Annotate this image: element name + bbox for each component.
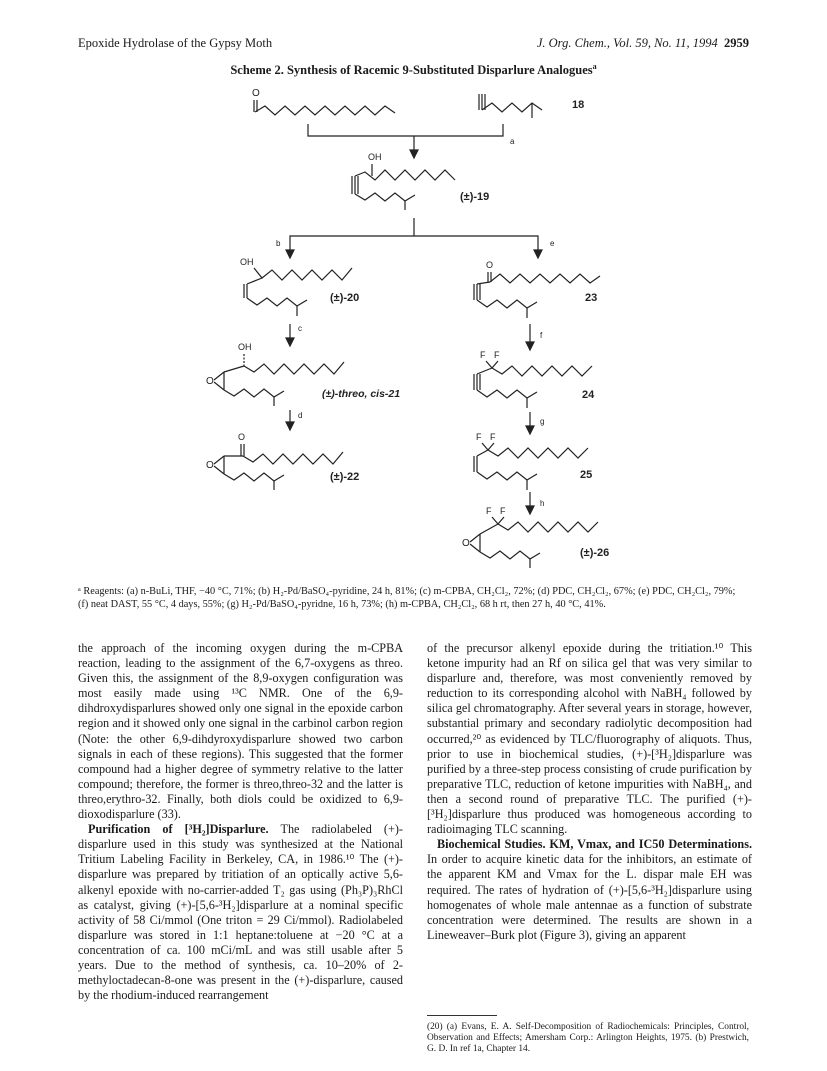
reference-footnote: (20) (a) Evans, E. A. Self-Decomposition of Radiochemicals: Principles, Control, Observation and Effects; Amersham Corp.: Arlington Heights, 1975. (b) Prestwich, G. D. In ref 1a, Chapter 14. bbox=[427, 1022, 749, 1054]
atom-o-26: O bbox=[462, 538, 470, 549]
right-column bbox=[427, 641, 752, 943]
step-d: d bbox=[298, 411, 303, 420]
atom-oh-21: OH bbox=[238, 342, 252, 352]
step-c: c bbox=[298, 324, 302, 333]
reagents-footnote: ᵃ Reagents: (a) n-BuLi, THF, −40 °C, 71%; (b) H₂-Pd/BaSO₄-pyridine, 24 h, 81%; (c) m-CPBA, CH₂Cl₂, 72%; (d) PDC, CH₂Cl₂, 67%; (e) PDC, CH₂Cl₂, 79%; (f) neat DAST, 55 °C, 4 days, 55%; (g) H₂-Pd/BaSO₄-pyridne, 16 h, 73%; (h) m-CPBA, CH₂Cl₂, 68 h rt, then 27 h, 40 °C, 41%. bbox=[78, 586, 736, 610]
label-19: (±)-19 bbox=[460, 191, 490, 203]
step-a: a bbox=[510, 137, 515, 146]
page-number: 2959 bbox=[724, 36, 749, 50]
left-paragraph-1: the approach of the incoming oxygen during the m-CPBA reaction, leading to the assignment of the 6,7-oxygens as threo. Given this, the assignment of the 8,9-oxygen configuration was most easily made using ¹³C NMR. One of the 6,9-dihdroxydisparlures showed only one signal in the epoxide carbon region and it showed only one signal in the carbinol carbon region (Note: the other 6,9-dihdyroxydisparlure showed two carbon signals in each of these regions). This suggested that the former compound had a higher degree of symmetry relative to the latter compound; therefore, the former is threo,threo-32 and the latter is threo,erythro-32. Finally, both diols could be oxidized to 6,9-dioxodisparlure (33). bbox=[78, 641, 403, 822]
label-22: (±)-22 bbox=[330, 471, 360, 483]
label-24: 24 bbox=[582, 389, 595, 401]
scheme-title-text: Scheme 2. Synthesis of Racemic 9-Substituted Disparlure Analogues bbox=[230, 63, 593, 78]
left-paragraph-2-body: The radiolabeled (+)-disparlure used in this study was synthesized at the National Tritium Labeling Facility in Berkeley, CA, in 1986.¹⁰ The (+)-disparlure was prepared by tritiation of an optically active 5,6-alkenyl epoxide with no-carrier-added T₂ gas using (Ph₃P)₃RhCl as catalyst, giving (+)-[5,6-³H₂]disparlure at a nominal specific activity of 58 Ci/mmol (One triton = 29 Ci/mmol). Radiolabeled disparlure was stored in 1:1 heptane:toluene at −20 °C at a concentration of ca. 100 mCi/mL and was still usable after 5 years. Due to the method of synthesis, ca. 10–20% of 2-methyloctadecan-8-one was present in the (+)-disparlure, caused by the rhodium-induced rearrangement bbox=[78, 822, 403, 1003]
atom-oh-20: OH bbox=[240, 257, 254, 267]
running-header: Epoxide Hydrolase of the Gypsy Moth bbox=[78, 36, 273, 50]
label-26: (±)-26 bbox=[580, 547, 610, 559]
step-h: h bbox=[540, 499, 545, 508]
atom-f1-24: F bbox=[480, 350, 486, 360]
atom-f1-26: F bbox=[486, 506, 492, 516]
atom-f2-25: F bbox=[490, 432, 496, 442]
step-e: e bbox=[550, 239, 555, 248]
atom-o-aldehyde: O bbox=[252, 88, 260, 99]
step-g: g bbox=[540, 417, 545, 426]
atom-o-22-ketone: O bbox=[238, 432, 246, 442]
step-f: f bbox=[540, 331, 543, 340]
atom-oh-19: OH bbox=[368, 152, 382, 162]
label-25: 25 bbox=[580, 469, 593, 481]
atom-o-22-epoxide: O bbox=[206, 460, 214, 471]
right-paragraph-2-body: In order to acquire kinetic data for the inhibitors, an estimate of the apparent KM and Vmax for the L. dispar male EH was required. The rates of hydration of (+)-[5,6-³H₂]disparlure using homogenates of whole male antennae as a function of substrate concentration were determined. The results are shown in a Lineweaver–Burk plot (Figure 3), giving an apparent bbox=[427, 852, 752, 942]
left-paragraph-2 bbox=[78, 822, 403, 1003]
footnote-rule bbox=[427, 1015, 497, 1016]
compound-20-structure bbox=[240, 257, 359, 316]
step-b: b bbox=[276, 239, 281, 248]
label-21: (±)-threo, cis-21 bbox=[322, 388, 401, 400]
atom-o-21: O bbox=[206, 376, 214, 387]
compound-24-structure bbox=[474, 350, 595, 408]
right-paragraph-2 bbox=[427, 837, 752, 943]
compound-21-structure bbox=[206, 342, 400, 406]
alkyne-18-structure bbox=[479, 94, 584, 118]
aldehyde-structure bbox=[252, 88, 395, 115]
compound-22-structure bbox=[206, 432, 359, 490]
right-paragraph-1: of the precursor alkenyl epoxide during the tritiation.¹⁰ This ketone impurity had an Rf on silica gel that was very similar to disparlure and, therefore, was most conveniently removed by reduction to its corresponding alcohol with NaBH₄ followed by silica gel chromatography. After several years in storage, however, substantial primary and secondary radiolytic decomposition had occurred,²⁰ as evidenced by TLC/fluorography of aliquots. Thus, prior to use in biochemical studies, (+)-[³H₂]disparlure was purified by a three-step process consisting of crude purification by preparative TLC, reduction of ketone impurities with NaBH₄, and then a second round of preparative TLC. The purified (+)-[³H₂]disparlure thus produced was homogeneous according to radioimaging TLC scanning. bbox=[427, 641, 752, 837]
label-20: (±)-20 bbox=[330, 292, 360, 304]
atom-o-23: O bbox=[486, 260, 494, 270]
compound-25-structure bbox=[474, 432, 592, 490]
atom-f2-24: F bbox=[494, 350, 500, 360]
section-heading-biochemical: Biochemical Studies. KM, Vmax, and IC50 Determinations. bbox=[437, 837, 752, 852]
scheme-title-mark: a bbox=[592, 62, 597, 71]
section-heading-purification: Purification of [³H₂]Disparlure. bbox=[88, 822, 269, 837]
compound-26-structure bbox=[462, 506, 609, 568]
left-column bbox=[78, 641, 403, 1003]
atom-f1-25: F bbox=[476, 432, 482, 442]
label-23: 23 bbox=[585, 292, 598, 304]
compound-23-structure bbox=[474, 260, 600, 318]
journal-name: J. Org. Chem., Vol. 59, No. 11, 1994 bbox=[536, 36, 718, 50]
atom-f2-26: F bbox=[500, 506, 506, 516]
compound-19-structure bbox=[352, 152, 489, 210]
label-18: 18 bbox=[572, 99, 585, 111]
